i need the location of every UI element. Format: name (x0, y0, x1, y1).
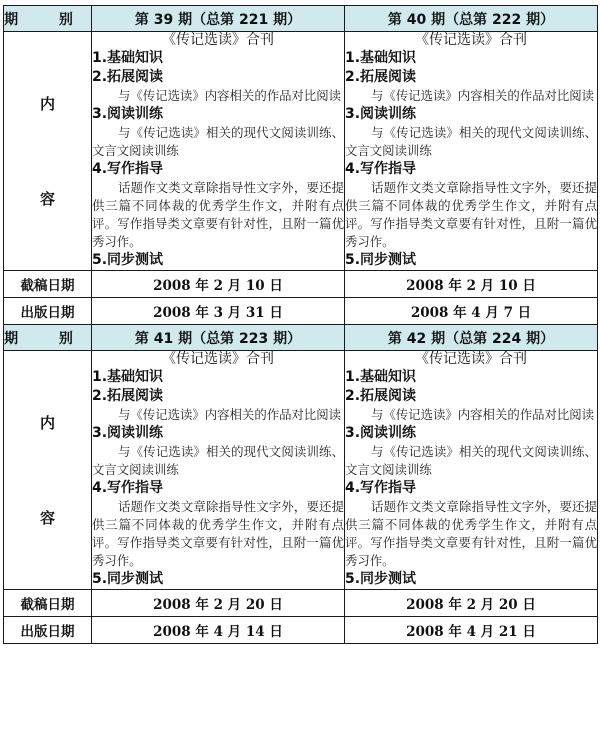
publication-date-label: 出版日期 (4, 617, 92, 644)
content-item-desc: 与《传记选读》相关的现代文阅读训练、文言文阅读训练 (345, 125, 597, 158)
content-item-desc: 与《传记选读》内容相关的作品对比阅读 (371, 407, 595, 422)
content-item-desc: 话题作文类文章除指导性文字外，要还提供三篇不同体裁的优秀学生作文，并附有点评。写作指导类文章要有针对性，且附一篇优秀习作。 (92, 499, 344, 568)
content-item-heading: 2.拓展阅读 (92, 69, 164, 85)
issue-content (92, 32, 345, 271)
content-item-heading: 4.写作指导 (92, 480, 164, 496)
content-label (4, 32, 92, 271)
content-title: 《传记选读》合刊 (162, 351, 274, 367)
publication-date-row (4, 617, 598, 644)
content-item-heading: 3.阅读训练 (345, 106, 417, 122)
submission-date: 2008 年 2 月 20 日 (345, 590, 598, 617)
content-item-heading: 4.写作指导 (345, 480, 417, 496)
issue-content (345, 351, 598, 590)
submission-date: 2008 年 2 月 20 日 (92, 590, 345, 617)
content-row (4, 32, 598, 271)
content-item-heading: 1.基础知识 (92, 369, 164, 385)
period-label: 期 别 (4, 325, 92, 351)
publication-date: 2008 年 4 月 21 日 (345, 617, 598, 644)
content-item-desc: 与《传记选读》内容相关的作品对比阅读 (118, 407, 342, 422)
issue-period: 第 41 期（总第 223 期） (92, 325, 345, 351)
content-item-heading: 5.同步测试 (345, 252, 417, 268)
submission-date-row (4, 271, 598, 298)
content-label-bottom: 容 (39, 190, 55, 208)
content-label-top: 内 (39, 95, 55, 113)
content-item-desc: 与《传记选读》相关的现代文阅读训练、文言文阅读训练 (92, 444, 344, 477)
submission-date-label: 截稿日期 (4, 271, 92, 298)
period-row (4, 325, 598, 351)
content-item-heading: 1.基础知识 (345, 50, 417, 66)
content-item-desc: 与《传记选读》内容相关的作品对比阅读 (118, 88, 342, 103)
content-item-heading: 2.拓展阅读 (92, 388, 164, 404)
content-title: 《传记选读》合刊 (415, 32, 527, 48)
submission-date-row (4, 590, 598, 617)
publication-date: 2008 年 3 月 31 日 (92, 298, 345, 325)
content-item-heading: 2.拓展阅读 (345, 69, 417, 85)
submission-date: 2008 年 2 月 10 日 (345, 271, 598, 298)
publication-date-row (4, 298, 598, 325)
content-item-desc: 话题作文类文章除指导性文字外，要还提供三篇不同体裁的优秀学生作文，并附有点评。写作指导类文章要有针对性，且附一篇优秀习作。 (345, 180, 597, 249)
content-item-desc: 话题作文类文章除指导性文字外，要还提供三篇不同体裁的优秀学生作文，并附有点评。写作指导类文章要有针对性，且附一篇优秀习作。 (345, 499, 597, 568)
content-item-heading: 4.写作指导 (92, 161, 164, 177)
content-item-heading: 5.同步测试 (92, 571, 164, 587)
content-title: 《传记选读》合刊 (162, 32, 274, 48)
period-row (4, 6, 598, 32)
content-item-desc: 与《传记选读》相关的现代文阅读训练、文言文阅读训练 (345, 444, 597, 477)
content-item-heading: 4.写作指导 (345, 161, 417, 177)
content-item-heading: 3.阅读训练 (92, 425, 164, 441)
content-item-desc: 话题作文类文章除指导性文字外，要还提供三篇不同体裁的优秀学生作文，并附有点评。写作指导类文章要有针对性，且附一篇优秀习作。 (92, 180, 344, 249)
content-item-heading: 2.拓展阅读 (345, 388, 417, 404)
content-row (4, 351, 598, 590)
issue-period: 第 39 期（总第 221 期） (92, 6, 345, 32)
content-label (4, 351, 92, 590)
content-title: 《传记选读》合刊 (415, 351, 527, 367)
issue-period: 第 42 期（总第 224 期） (345, 325, 598, 351)
publication-date-label: 出版日期 (4, 298, 92, 325)
period-label: 期 别 (4, 6, 92, 32)
issue-period: 第 40 期（总第 222 期） (345, 6, 598, 32)
content-item-heading: 3.阅读训练 (345, 425, 417, 441)
publication-date: 2008 年 4 月 14 日 (92, 617, 345, 644)
publication-date: 2008 年 4 月 7 日 (345, 298, 598, 325)
submission-date: 2008 年 2 月 10 日 (92, 271, 345, 298)
content-item-desc: 与《传记选读》内容相关的作品对比阅读 (371, 88, 595, 103)
content-item-heading: 3.阅读训练 (92, 106, 164, 122)
content-item-heading: 5.同步测试 (92, 252, 164, 268)
content-item-desc: 与《传记选读》相关的现代文阅读训练、文言文阅读训练 (92, 125, 344, 158)
issue-content (92, 351, 345, 590)
issue-content (345, 32, 598, 271)
submission-date-label: 截稿日期 (4, 590, 92, 617)
content-label-top: 内 (39, 414, 55, 432)
content-item-heading: 1.基础知识 (345, 369, 417, 385)
content-item-heading: 1.基础知识 (92, 50, 164, 66)
content-label-bottom: 容 (39, 509, 55, 527)
content-item-heading: 5.同步测试 (345, 571, 417, 587)
issue-schedule-table (3, 5, 598, 644)
